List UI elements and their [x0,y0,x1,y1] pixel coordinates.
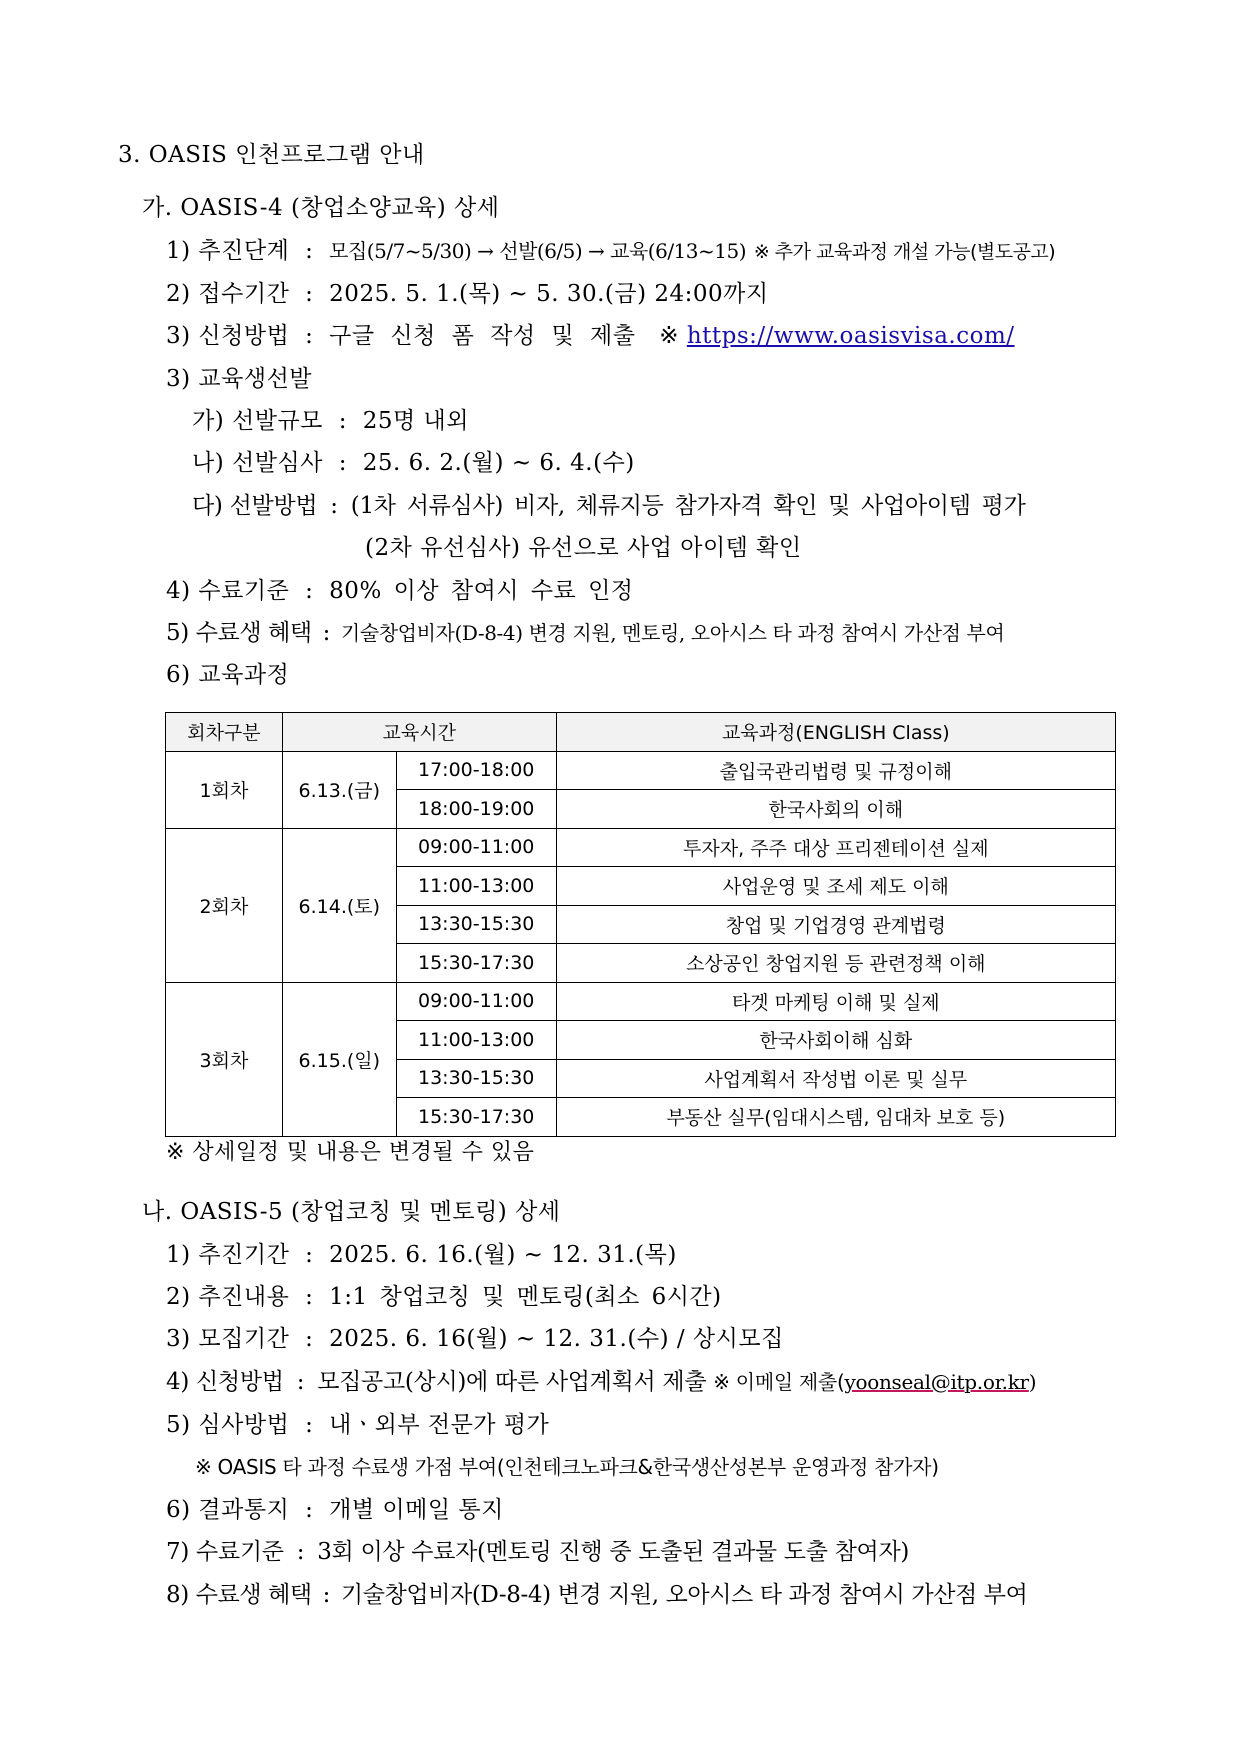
table-header-row [166,713,1116,752]
item-value: 내ㆍ외부 전문가 평가 [329,1412,550,1438]
item-value: 25. 6. 2.(월) ~ 6. 4.(수) [362,450,635,476]
item-sep: : [305,323,314,349]
item-label: 5) 수료생 혜택 [166,620,312,646]
oasis4-heading: 가. OASIS-4 (창업소양교육) 상세 [142,195,500,221]
course-cell: 타겟 마케팅 이해 및 실제 [556,982,1115,1021]
item-value: 모집(5/7~5/30) → 선발(6/5) → 교육(6/13~15) [329,239,747,263]
item-label: 7) 수료기준 [166,1539,284,1565]
time-cell: 09:00-11:00 [396,982,556,1021]
course-cell: 부동산 실무(임대시스템, 임대차 보호 등) [556,1098,1115,1137]
item-sep: : [338,450,347,476]
oasis5-item-recruit [166,1324,784,1354]
time-cell: 13:30-15:30 [396,1059,556,1098]
item-sep: : [305,238,314,264]
item-value: 2025. 6. 16.(월) ~ 12. 31.(목) [329,1242,677,1268]
course-cell: 사업계획서 작성법 이론 및 실무 [556,1059,1115,1098]
item-sep: : [296,1539,305,1565]
item-sep: : [322,620,330,646]
item-label: 4) 수료기준 [166,578,290,604]
note-mark: ※ [659,323,680,349]
section-title: 3. OASIS 인천프로그램 안내 [118,142,425,168]
item-label: 3) 모집기간 [166,1326,290,1352]
course-cell: 한국사회의 이해 [556,790,1115,829]
item-sep: : [305,1497,314,1523]
item-label: 가) 선발규모 [192,408,323,434]
item-label: 6) 결과통지 [166,1497,290,1523]
item-sep: : [305,1242,314,1268]
item-sep: : [305,1326,314,1352]
item-sep: : [296,1369,305,1395]
time-cell: 09:00-11:00 [396,828,556,867]
oasis4-item-method [166,321,1015,351]
item-value: 구글 신청 폼 작성 및 제출 [329,323,636,349]
item-label: 5) 심사방법 [166,1412,290,1438]
oasis4-item-criteria [166,576,634,606]
time-cell: 13:30-15:30 [396,905,556,944]
oasis5-item-result [166,1495,504,1525]
table-row [166,982,1116,1021]
oasis4-item-stage [166,236,1055,267]
date-cell: 6.13.(금) [282,751,396,828]
time-cell: 15:30-17:30 [396,1098,556,1137]
item-sep: : [322,1582,330,1608]
oasis5-heading: 나. OASIS-5 (창업코칭 및 멘토링) 상세 [142,1199,561,1225]
header-time: 교육시간 [282,713,556,752]
oasis5-item-benefit [166,1580,1027,1610]
item-label: 2) 접수기간 [166,281,290,307]
item-value: 80% 이상 참여시 수료 인정 [329,578,634,604]
oasis-url-link[interactable]: https://www.oasisvisa.com/ [686,323,1015,349]
course-cell: 출입국관리법령 및 규정이해 [556,751,1115,790]
oasis4-item-courses [166,660,289,690]
item-note-end: ) [1028,1370,1037,1394]
item-value: 개별 이메일 통지 [329,1497,504,1523]
item-note: ※ 추가 교육과정 개설 가능(별도공고) [753,241,1056,263]
item-sep: : [330,493,338,519]
course-schedule-table [165,712,1116,1137]
item-value: 3회 이상 수료자(멘토링 진행 중 도출된 결과물 도출 참여자) [317,1539,910,1565]
table-note: ※ 상세일정 및 내용은 변경될 수 있음 [166,1140,535,1165]
oasis5-item-apply [166,1367,1036,1397]
item-label: 8) 수료생 혜택 [166,1582,312,1608]
item-sep: : [338,408,347,434]
oasis5-item-review [166,1410,549,1440]
oasis4-item-period [166,279,769,309]
item-value: 기술창업비자(D-8-4) 변경 지원, 오아시스 타 과정 참여시 가산점 부여 [340,1582,1028,1608]
item-label: 2) 추진내용 [166,1284,290,1310]
oasis4-item-benefit [166,618,1004,648]
item-label: 1) 추진단계 [166,238,290,264]
item-value: 기술창업비자(D-8-4) 변경 지원, 멘토링, 오아시스 타 과정 참여시 가산점 부여 [340,621,1005,645]
header-round: 회차구분 [166,713,283,752]
time-cell: 11:00-13:00 [396,1021,556,1060]
course-cell: 한국사회이해 심화 [556,1021,1115,1060]
item-sep: : [305,1284,314,1310]
oasis5-item-content [166,1282,722,1312]
item-label: 4) 신청방법 [166,1369,284,1395]
round-cell: 1회차 [166,751,283,828]
course-cell: 소상공인 창업지원 등 관련정책 이해 [556,944,1115,983]
item-note: ※ 이메일 제출( [713,1370,845,1394]
time-cell: 17:00-18:00 [396,751,556,790]
item-label: 1) 추진기간 [166,1242,290,1268]
course-cell: 투자자, 주주 대상 프리젠테이션 실제 [556,828,1115,867]
course-cell: 사업운영 및 조세 제도 이해 [556,867,1115,906]
item-sep: : [305,281,314,307]
round-cell: 2회차 [166,828,283,982]
item-label: 3) 신청방법 [166,323,290,349]
email-link[interactable]: yoonseal@itp.or.kr [844,1370,1029,1394]
selection-scale [192,406,469,436]
item-label: 3) 교육생선발 [166,366,313,392]
item-value: 25명 내외 [362,408,469,434]
date-cell: 6.14.(토) [282,828,396,982]
item-value: (1차 서류심사) 비자, 체류지등 참가자격 확인 및 사업아이템 평가 [350,493,1026,519]
oasis4-item-selection [166,364,312,394]
header-course: 교육과정(ENGLISH Class) [556,713,1115,752]
time-cell: 18:00-19:00 [396,790,556,829]
date-cell: 6.15.(일) [282,982,396,1136]
review-bonus-note: ※ OASIS 타 과정 수료생 가점 부여(인천테크노파크&한국생산성본부 운영과정 참가자) [195,1455,939,1479]
round-cell: 3회차 [166,982,283,1136]
oasis5-item-period [166,1240,677,1270]
course-cell: 창업 및 기업경영 관계법령 [556,905,1115,944]
selection-method-line2: (2차 유선심사) 유선으로 사업 아이템 확인 [365,535,802,561]
item-value: 모집공고(상시)에 따른 사업계획서 제출 [317,1369,707,1395]
selection-review [192,448,635,478]
item-value: 1:1 창업코칭 및 멘토링(최소 6시간) [329,1284,722,1310]
item-label: 다) 선발방법 [192,493,318,519]
selection-method [192,491,1026,521]
item-value: 2025. 5. 1.(목) ~ 5. 30.(금) 24:00까지 [329,281,769,307]
table-row [166,828,1116,867]
item-sep: : [305,578,314,604]
time-cell: 15:30-17:30 [396,944,556,983]
item-label: 6) 교육과정 [166,662,290,688]
time-cell: 11:00-13:00 [396,867,556,906]
item-sep: : [305,1412,314,1438]
item-value: 2025. 6. 16(월) ~ 12. 31.(수) / 상시모집 [329,1326,784,1352]
table-row [166,751,1116,790]
item-label: 나) 선발심사 [192,450,323,476]
oasis5-item-criteria [166,1537,909,1567]
